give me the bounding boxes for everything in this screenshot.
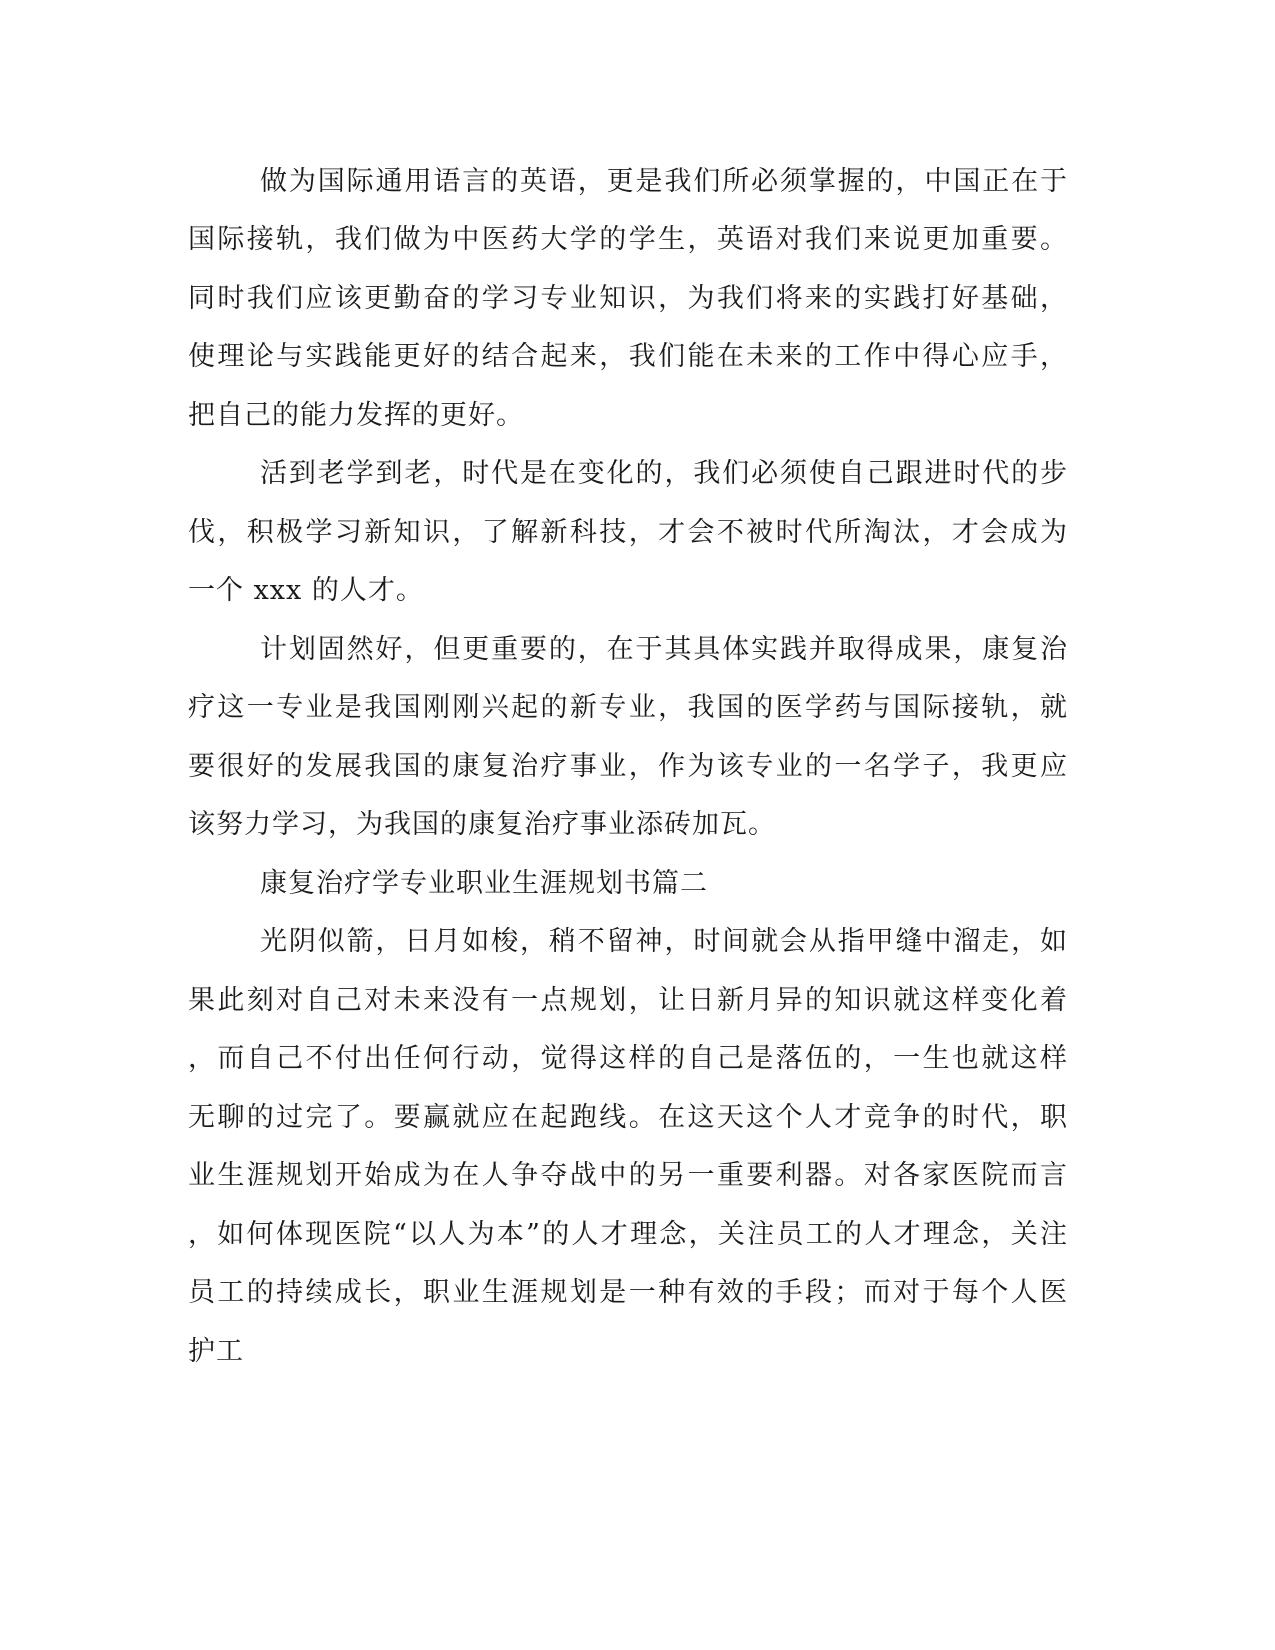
text-line: 光阴似箭，日月如梭，稍不留神，时间就会从指甲缝中溜走，如 (260, 926, 1068, 957)
text-line: 要很好的发展我国的康复治疗事业，作为该专业的一名学子，我更应 (188, 751, 1068, 782)
text-line: 无聊的过完了。要赢就应在起跑线。在这天这个人才竞争的时代，职 (188, 1102, 1068, 1133)
text-line: 果此刻对自己对未来没有一点规划，让日新月异的知识就这样变化着 (188, 985, 1068, 1016)
text-line: 疗这一专业是我国刚刚兴起的新专业，我国的医学药与国际接轨，就 (188, 692, 1068, 723)
text-line: 伐，积极学习新知识，了解新科技，才会不被时代所淘汰，才会成为 (188, 517, 1068, 548)
text-line: ，而自己不付出任何行动，觉得这样的自己是落伍的，一生也就这样 (188, 1043, 1068, 1074)
text-line: 把自己的能力发挥的更好。 (188, 400, 524, 431)
text-line: 同时我们应该更勤奋的学习专业知识，为我们将来的实践打好基础， (188, 283, 1068, 314)
text-line: ，如何体现医院“以人为本”的人才理念，关注员工的人才理念，关注 (188, 1219, 1068, 1250)
text-line: 使理论与实践能更好的结合起来，我们能在未来的工作中得心应手， (188, 341, 1068, 372)
text-line: 员工的持续成长，职业生涯规划是一种有效的手段；而对于每个人医 (188, 1277, 1068, 1308)
section-heading: 康复治疗学专业职业生涯规划书篇二 (260, 868, 708, 899)
text-line: 计划固然好，但更重要的，在于其具体实践并取得成果，康复治 (260, 634, 1068, 665)
text-line: 一个 xxx 的人才。 (188, 575, 424, 606)
text-line: 活到老学到老，时代是在变化的，我们必须使自己跟进时代的步 (260, 458, 1068, 489)
text-line: 护工 (188, 1336, 244, 1367)
text-line: 该努力学习，为我国的康复治疗事业添砖加瓦。 (188, 809, 776, 840)
text-line: 国际接轨，我们做为中医药大学的学生，英语对我们来说更加重要。 (188, 224, 1068, 255)
text-line: 做为国际通用语言的英语，更是我们所必须掌握的，中国正在于 (260, 166, 1068, 197)
text-line: 业生涯规划开始成为在人争夺战中的另一重要利器。对各家医院而言 (188, 1160, 1068, 1191)
